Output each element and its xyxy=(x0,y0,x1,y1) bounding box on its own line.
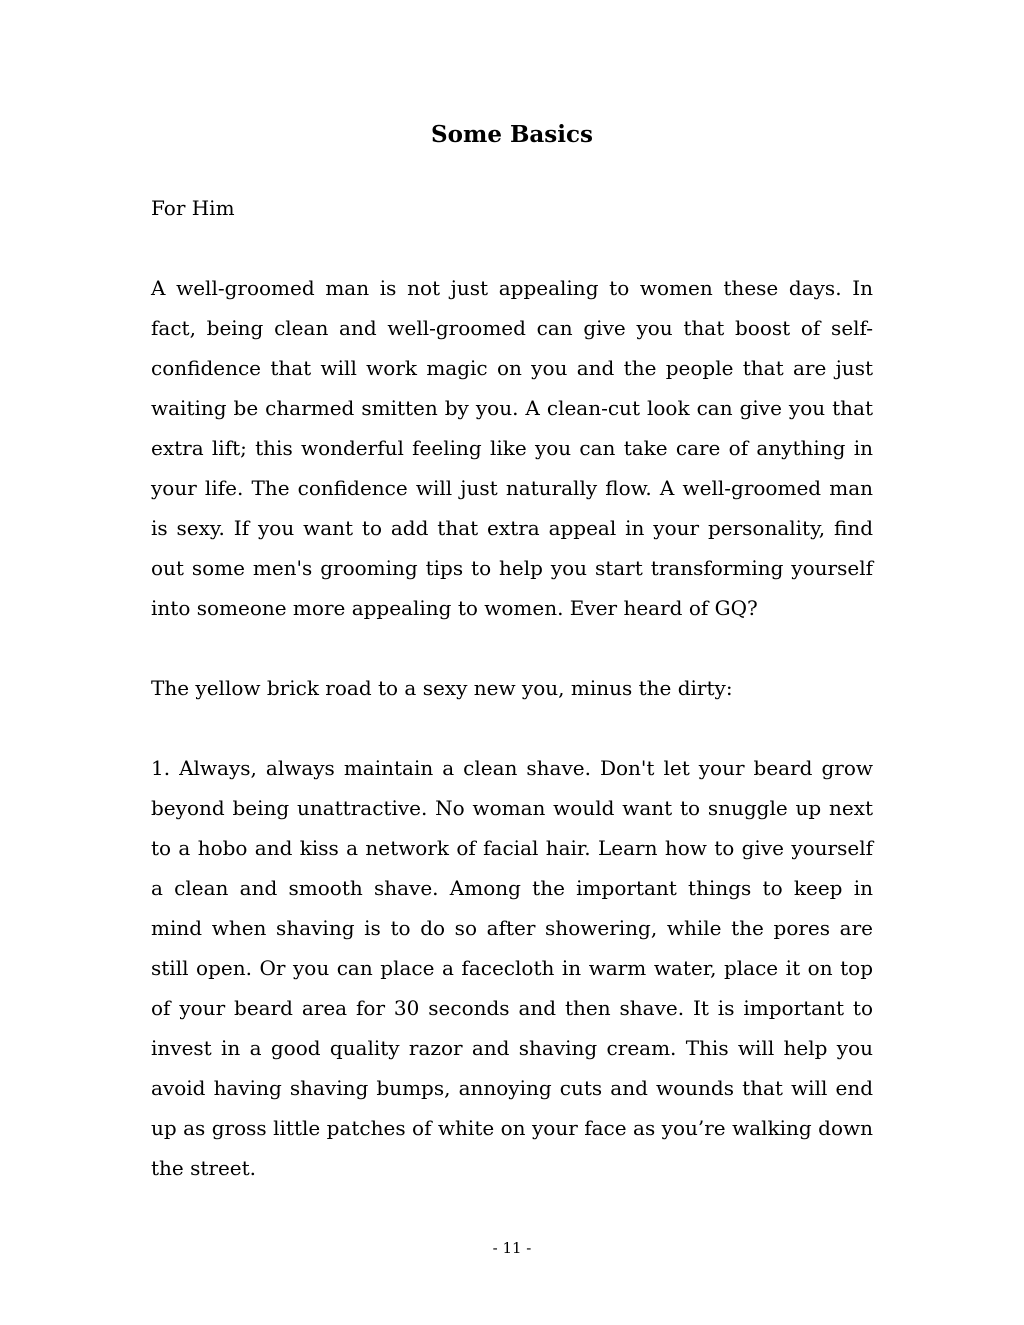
paragraph-tip-1: 1. Always, always maintain a clean shave. Don't let your beard grow beyond being unattractive. No woman would want to snuggle up next to a hobo and kiss a network of facial hair. Learn how to give yourself a clean and smooth shave. Among the important things to keep in mind when shaving is to do so after showering, while the pores are still open. Or you can place a facecloth in warm water, place it on top of your beard area for 30 seconds and then shave. It is important to invest in a good quality razor and shaving cream. This will help you avoid having shaving bumps, annoying cuts and wounds that will end up as gross little patches of white on your face as you’re walking down the street. xyxy=(151,756,873,1180)
paragraph-intro: A well-groomed man is not just appealing to women these days. In fact, being clean and well-groomed can give you that boost of self-confidence that will work magic on you and the people that are just waiting be charmed smitten by you. A clean-cut look can give you that extra lift; this wonderful feeling like you can take care of anything in your life. The confidence will just naturally flow. A well-groomed man is sexy. If you want to add that extra appeal in your personality, find out some men's grooming tips to help you start transforming yourself into someone more appealing to women. Ever heard of GQ? xyxy=(151,276,873,620)
page-title: Some Basics xyxy=(431,121,593,148)
page-number: - 11 - xyxy=(492,1239,532,1257)
paragraph-lead-in: The yellow brick road to a sexy new you, minus the dirty: xyxy=(151,676,733,700)
subheading: For Him xyxy=(151,196,235,220)
body-text xyxy=(151,188,873,1188)
